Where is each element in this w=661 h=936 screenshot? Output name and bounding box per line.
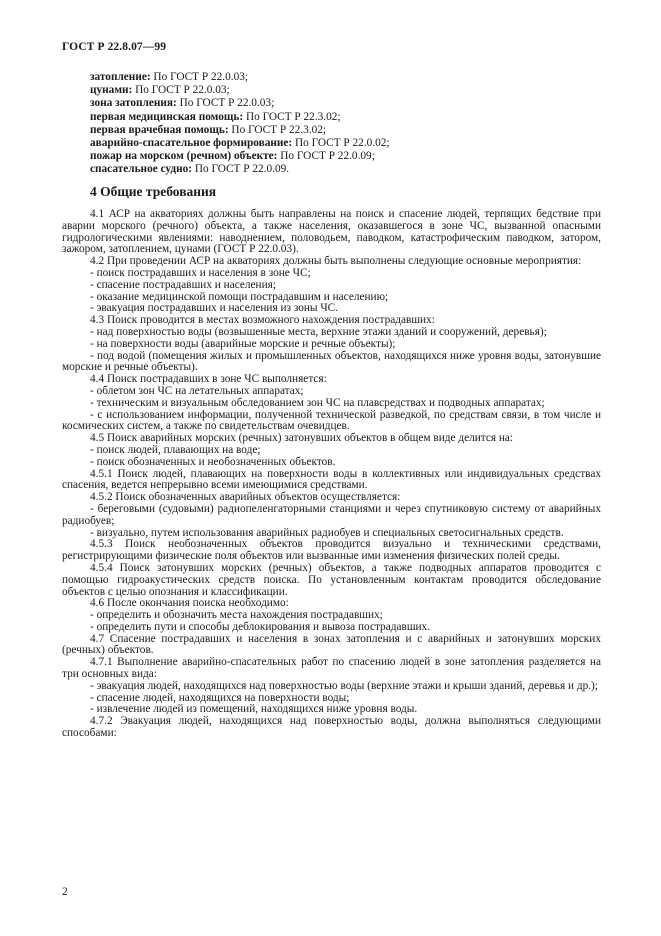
list-item: - на поверхности воды (аварийные морские и речные объекты); — [90, 337, 396, 350]
list-item: - визуально, путем использования аварийных радиобуев и специальных светосигнальных средств. — [90, 526, 564, 539]
definition-term: пожар на морском (речном) объекте: — [90, 150, 278, 163]
list-item: - поиск людей, плавающих на воде; — [90, 443, 261, 456]
definition-term: зона затопления: — [90, 97, 177, 110]
definition-item — [90, 97, 610, 110]
paragraph: 4.5.4 Поиск затонувших морских (речных) объектов, а также подводных аппаратов проводится с помощью гидроакустических средств поиска. По установленным контактам проводится обследование объектов с целью опознания и классификации. — [62, 561, 601, 598]
paragraph: 4.6 После окончания поиска необходимо: — [90, 597, 289, 610]
definition-item — [90, 150, 610, 163]
definition-term: аварийно-спасательное формирование: — [90, 137, 293, 150]
list-item: - над поверхностью воды (возвышенные места, верхние этажи зданий и сооружений, деревья); — [90, 325, 547, 338]
definition-item — [90, 71, 610, 84]
definition-item — [90, 111, 610, 124]
paragraph: 4.5.2 Поиск обозначенных аварийных объектов осуществляется: — [90, 491, 401, 504]
definition-ref: По ГОСТ Р 22.0.09. — [192, 163, 290, 176]
definition-ref: По ГОСТ Р 22.0.03; — [176, 97, 275, 110]
definition-item — [90, 84, 610, 97]
definition-ref: По ГОСТ Р 22.0.09; — [277, 150, 375, 163]
definition-ref: По ГОСТ Р 22.0.02; — [292, 137, 390, 150]
definitions-list — [90, 71, 610, 177]
list-item: - с использованием информации, полученной технической разведкой, по средствам связи, в том числе и космических систем, а также по свидетельствам очевидцев. — [62, 408, 601, 433]
document-header: ГОСТ Р 22.8.07—99 — [62, 41, 167, 53]
definition-item — [90, 137, 610, 150]
list-item: - поиск обозначенных и необозначенных объектов. — [90, 455, 336, 468]
definition-ref: По ГОСТ Р 22.0.03; — [132, 84, 230, 97]
list-item: - спасение людей, находящихся на поверхности воды; — [90, 691, 350, 704]
section-body — [62, 209, 601, 740]
paragraph: 4.7 Спасение пострадавших и населения в зонах затопления и с аварийных и затонувших морских (речных) объектов. — [62, 632, 601, 657]
section-heading: 4 Общие требования — [90, 184, 217, 199]
definition-term: первая медицинская помощь: — [90, 110, 244, 123]
list-item: - поиск пострадавших и населения в зоне ЧС; — [90, 266, 311, 279]
list-item: - техническим и визуальным обследованием зон ЧС на плавсредствах и подводных аппаратах; — [90, 396, 545, 409]
definition-ref: По ГОСТ Р 22.3.02; — [243, 110, 341, 123]
paragraph: 4.5.1 Поиск людей, плавающих на поверхности воды в коллективных или индивидуальных средствах спасения, ведется непрерывно всеми имеющимися средствами. — [62, 467, 601, 492]
paragraph: 4.1 АСР на акваториях должны быть направлены на поиск и спасение людей, терпящих бедствие при аварии морского (речного) объекта, а также населения, оказавшегося в зоне ЧС, вызванной опасными гидрологическими явлениями: наводнением, половодьем, паводком, катастрофическим паводком, затором, зажором, затоплением, цунами (ГОСТ Р 22.0.03). — [62, 208, 601, 256]
definition-term: спасательное судно: — [90, 163, 192, 176]
list-item: - определить пути и способы деблокирования и вывоза пострадавших. — [90, 620, 431, 633]
paragraph: 4.2 При проведении АСР на акваториях должны быть выполнены следующие основные мероприятия: — [90, 255, 582, 268]
definition-item — [90, 163, 610, 176]
paragraph: 4.5.3 Поиск необозначенных объектов проводится визуально и техническими средствами, регистрирующими физические поля объектов или вызванные ими изменения физических полей среды. — [62, 538, 601, 563]
list-item: - эвакуация людей, находящихся над поверхностью воды (верхние этажи и крыши зданий, деревья и др.); — [90, 679, 598, 692]
page-number: 2 — [62, 886, 68, 898]
paragraph: 4.3 Поиск проводится в местах возможного нахождения пострадавших: — [90, 314, 435, 327]
definition-ref: По ГОСТ Р 22.3.02; — [228, 123, 327, 136]
list-item: - спасение пострадавших и населения; — [90, 278, 276, 291]
list-item: - под водой (помещения жилых и промышленных объектов, находящихся ниже уровня воды, затонувшие морские и речные объекты). — [62, 349, 601, 374]
paragraph: 4.4 Поиск пострадавших в зоне ЧС выполняется: — [90, 373, 327, 386]
definition-term: цунами: — [90, 84, 133, 97]
list-item: - оказание медицинской помощи пострадавшим и населению; — [90, 290, 389, 303]
definition-term: затопление: — [90, 71, 151, 83]
definition-ref: По ГОСТ Р 22.0.03; — [150, 71, 249, 83]
list-item: - эвакуация пострадавших и населения из зоны ЧС. — [90, 302, 339, 315]
list-item: - береговыми (судовыми) радиопеленгаторными станциями и через спутниковую систему от аварийных радиобуев; — [62, 502, 601, 527]
paragraph: 4.7.1 Выполнение аварийно-спасательных работ по спасению людей в зоне затопления разделяется на три основных вида: — [62, 656, 601, 681]
definition-term: первая врачебная помощь: — [90, 123, 229, 136]
list-item: - определить и обозначить места нахождения пострадавших; — [90, 609, 383, 622]
paragraph: 4.7.2 Эвакуация людей, находящихся над поверхностью воды, должна выполняться следующими способами: — [62, 715, 601, 740]
list-item: - облетом зон ЧС на летательных аппаратах; — [90, 384, 304, 397]
list-item: - извлечение людей из помещений, находящихся ниже уровня воды. — [90, 703, 418, 716]
definition-item — [90, 124, 610, 137]
paragraph: 4.5 Поиск аварийных морских (речных) затонувших объектов в общем виде делится на: — [90, 432, 514, 445]
